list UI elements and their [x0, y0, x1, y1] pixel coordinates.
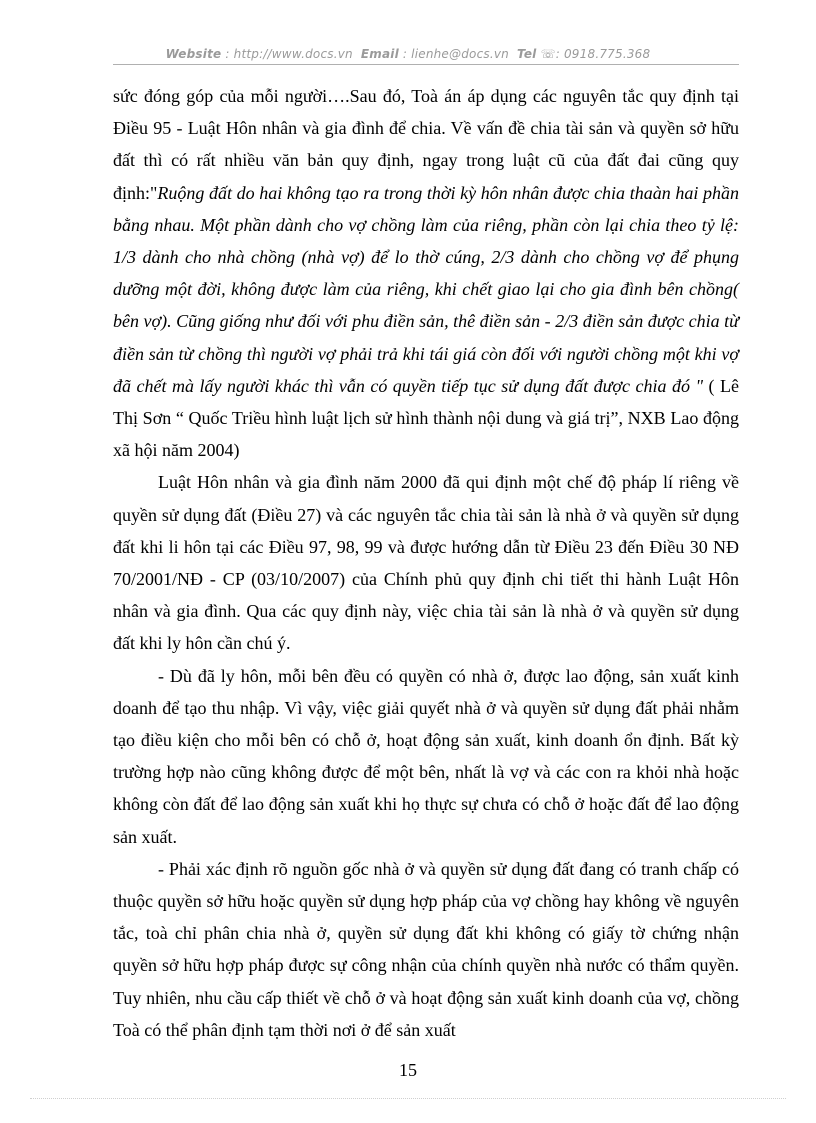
page-number: 15 [399, 1060, 417, 1080]
tel-value: : 0918.775.368 [555, 47, 651, 61]
document-body [113, 80, 739, 1046]
footer-divider [30, 1098, 786, 1099]
paragraph-1 [113, 80, 739, 466]
paragraph-1-text: sức đóng góp của mỗi người….Sau đó, Toà án áp dụng các nguyên tắc quy định tại Điều 95 - Luật Hôn nhân và gia đình để chia. Về vấn đề chia tài sản và quyền sở hữu đất thì có rất nhiều văn bản quy định, ngay trong luật cũ của đất đai cũng quy định:" [113, 86, 739, 203]
paragraph-4: - Phải xác định rõ nguồn gốc nhà ở và quyền sử dụng đất đang có tranh chấp có thuộc quyền sở hữu hoặc quyền sử dụng hợp pháp của vợ chồng hay không về nguyên tắc, toà chỉ phân chia nhà ở, quyền sử dụng đất khi không có giấy tờ chứng nhận quyền sở hữu hợp pháp được sự công nhận của chính quyền nhà nước có thẩm quyền. Tuy nhiên, nhu cầu cấp thiết về chỗ ở và hoạt động sản xuất kinh doanh của vợ, chồng Toà có thể phân định tạm thời nơi ở để sản xuất [113, 858, 739, 1040]
paragraph-1-citation: ( Lê Thị Sơn “ Quốc Triều hình luật lịch sử hình thành nội dung và giá trị”, NXB Lao động xã hội năm 2004) [113, 375, 739, 461]
website-label: Website [165, 47, 222, 61]
phone-icon: ☏ [540, 47, 556, 61]
paragraph-1-quote: Ruộng đất do hai không tạo ra trong thời kỳ hôn nhân được chia thaàn hai phần bằng nhau. Một phần dành cho vợ chồng làm của riêng, phần còn lại chia theo tỷ lệ: 1/3 dành cho nhà chồng (nhà vợ) để lo thờ cúng, 2/3 dành cho chồng vợ để phụng dưỡng một đời, không được làm của riêng, khi chết giao lại cho gia đình bên chồng( bên vợ). Cũng giống như đối với phu điền sản, thê điền sản - 2/3 điền sản được chia từ điền sản từ chồng thì người vợ phải trả khi tái giá còn đối với người chồng một khi vợ đã chết mà lấy người khác thì vẫn có quyền tiếp tục sử dụng đất được chia đó " [113, 182, 739, 396]
paragraph-2: Luật Hôn nhân và gia đình năm 2000 đã qui định một chế độ pháp lí riêng về quyền sử dụng đất (Điều 27) và các nguyên tắc chia tài sản là nhà ở và quyền sử dụng đất khi li hôn tại các Điều 97, 98, 99 và được hướng dẫn từ Điều 23 đến Điều 30 NĐ 70/2001/NĐ - CP (03/10/2007) của Chính phủ quy định chi tiết thi hành Luật Hôn nhân và gia đình. Qua các quy định này, việc chia tài sản là nhà ở và quyền sử dụng đất khi ly hôn cần chú ý. [113, 472, 739, 654]
email-value[interactable]: : lienhe@docs.vn [402, 47, 509, 61]
paragraph-3: - Dù đã ly hôn, mỗi bên đều có quyền có nhà ở, được lao động, sản xuất kinh doanh để tạo thu nhập. Vì vậy, việc giải quyết nhà ở và quyền sử dụng đất phải nhằm tạo điều kiện cho mỗi bên có chỗ ở, hoạt động sản xuất, kinh doanh ổn định. Bất kỳ trường hợp nào cũng không được để một bên, nhất là vợ và các con ra khỏi nhà hoặc không còn đất để lao động sản xuất khi họ thực sự chưa có chỗ ở hoặc đất để lao động sản xuất. [113, 665, 739, 847]
tel-label: Tel [516, 47, 537, 61]
website-value[interactable]: : http://www.docs.vn [225, 47, 353, 61]
email-label: Email [360, 47, 399, 61]
header-divider [113, 64, 739, 65]
page-header [0, 47, 816, 61]
